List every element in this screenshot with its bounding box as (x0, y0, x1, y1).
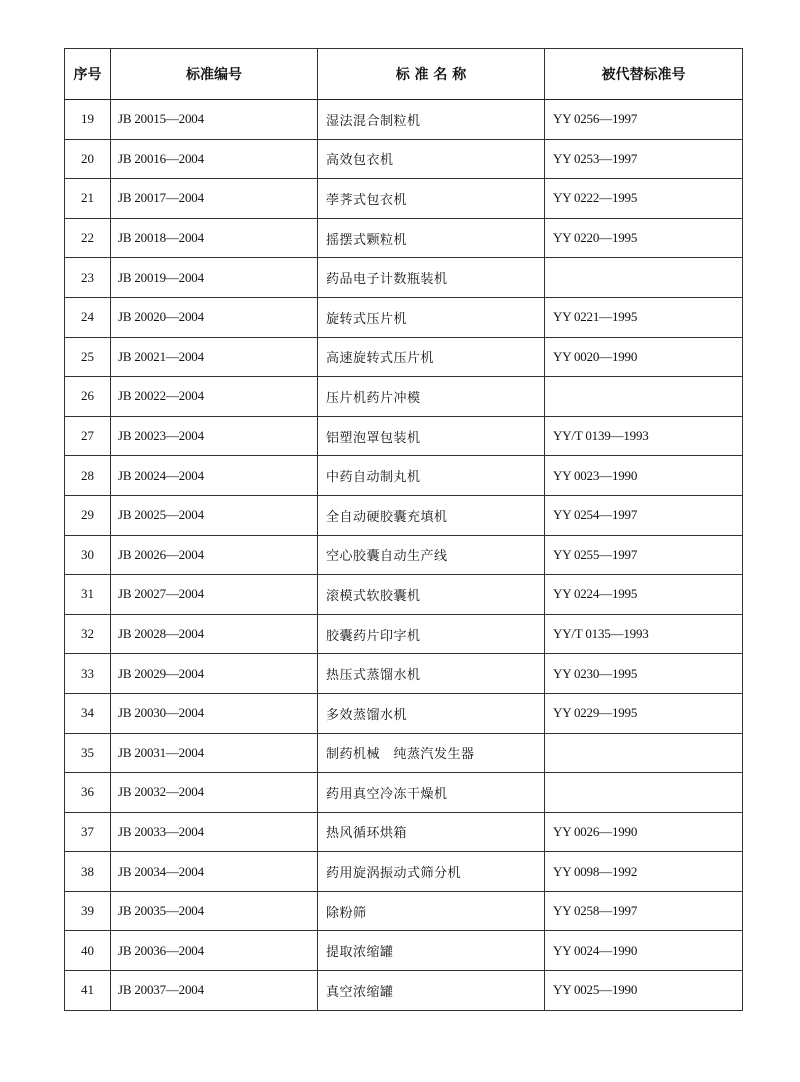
header-standard-name: 标 准 名 称 (318, 49, 545, 100)
row-standard-code-cell: JB 20022—2004 (111, 377, 318, 417)
row-seq-cell: 35 (65, 733, 111, 773)
table-row (65, 100, 743, 140)
row-standard-name-cell: 药品电子计数瓶装机 (318, 258, 545, 298)
row-standard-name-cell: 药用真空冷冻干燥机 (318, 773, 545, 813)
standards-table (64, 48, 743, 1011)
row-replaced-standard-cell: YY 0026—1990 (545, 812, 743, 852)
row-replaced-standard-cell: YY 0098—1992 (545, 852, 743, 892)
table-row (65, 733, 743, 773)
row-standard-name-cell: 压片机药片冲模 (318, 377, 545, 417)
table-row (65, 931, 743, 971)
row-replaced-standard-cell: YY 0255—1997 (545, 535, 743, 575)
row-seq-cell: 26 (65, 377, 111, 417)
table-row (65, 179, 743, 219)
row-replaced-standard-cell: YY/T 0135—1993 (545, 614, 743, 654)
row-replaced-standard-cell (545, 733, 743, 773)
row-replaced-standard-cell: YY 0256—1997 (545, 100, 743, 140)
row-standard-code-cell: JB 20031—2004 (111, 733, 318, 773)
row-seq-cell: 40 (65, 931, 111, 971)
table-row (65, 614, 743, 654)
table-row (65, 812, 743, 852)
row-replaced-standard-cell: YY 0020—1990 (545, 337, 743, 377)
table-row (65, 377, 743, 417)
row-seq-cell: 24 (65, 297, 111, 337)
row-standard-code-cell: JB 20015—2004 (111, 100, 318, 140)
row-seq-cell: 39 (65, 891, 111, 931)
row-standard-name-cell: 摇摆式颗粒机 (318, 218, 545, 258)
row-standard-name-cell: 全自动硬胶囊充填机 (318, 495, 545, 535)
row-seq-cell: 30 (65, 535, 111, 575)
row-seq-cell: 34 (65, 693, 111, 733)
table-header (65, 49, 743, 100)
row-replaced-standard-cell (545, 773, 743, 813)
row-standard-code-cell: JB 20034—2004 (111, 852, 318, 892)
table-body (65, 100, 743, 1011)
table-row (65, 258, 743, 298)
row-standard-code-cell: JB 20032—2004 (111, 773, 318, 813)
row-standard-name-cell: 铝塑泡罩包装机 (318, 416, 545, 456)
row-seq-cell: 37 (65, 812, 111, 852)
table-row (65, 416, 743, 456)
row-standard-name-cell: 药用旋涡振动式筛分机 (318, 852, 545, 892)
row-replaced-standard-cell: YY 0230—1995 (545, 654, 743, 694)
header-row (65, 49, 743, 100)
table-row (65, 495, 743, 535)
row-replaced-standard-cell: YY 0224—1995 (545, 575, 743, 615)
row-standard-code-cell: JB 20027—2004 (111, 575, 318, 615)
row-standard-name-cell: 提取浓缩罐 (318, 931, 545, 971)
row-standard-code-cell: JB 20029—2004 (111, 654, 318, 694)
table-row (65, 654, 743, 694)
row-standard-name-cell: 高效包衣机 (318, 139, 545, 179)
row-seq-cell: 41 (65, 971, 111, 1011)
table-row (65, 297, 743, 337)
row-replaced-standard-cell: YY 0024—1990 (545, 931, 743, 971)
row-standard-name-cell: 滚模式软胶囊机 (318, 575, 545, 615)
row-standard-name-cell: 制药机械 纯蒸汽发生器 (318, 733, 545, 773)
row-replaced-standard-cell: YY 0222—1995 (545, 179, 743, 219)
row-seq-cell: 20 (65, 139, 111, 179)
row-replaced-standard-cell: YY 0023—1990 (545, 456, 743, 496)
row-standard-name-cell: 真空浓缩罐 (318, 971, 545, 1011)
row-replaced-standard-cell (545, 377, 743, 417)
row-standard-code-cell: JB 20020—2004 (111, 297, 318, 337)
table-row (65, 337, 743, 377)
header-seq: 序号 (65, 49, 111, 100)
table-row (65, 218, 743, 258)
row-standard-name-cell: 荸荠式包衣机 (318, 179, 545, 219)
table-row (65, 773, 743, 813)
row-standard-code-cell: JB 20028—2004 (111, 614, 318, 654)
row-seq-cell: 33 (65, 654, 111, 694)
table-row (65, 575, 743, 615)
row-standard-name-cell: 空心胶囊自动生产线 (318, 535, 545, 575)
row-seq-cell: 22 (65, 218, 111, 258)
row-standard-code-cell: JB 20021—2004 (111, 337, 318, 377)
row-standard-name-cell: 旋转式压片机 (318, 297, 545, 337)
row-replaced-standard-cell: YY 0220—1995 (545, 218, 743, 258)
row-seq-cell: 36 (65, 773, 111, 813)
row-standard-code-cell: JB 20037—2004 (111, 971, 318, 1011)
row-standard-name-cell: 多效蒸馏水机 (318, 693, 545, 733)
row-replaced-standard-cell: YY 0258—1997 (545, 891, 743, 931)
row-standard-name-cell: 胶囊药片印字机 (318, 614, 545, 654)
row-standard-code-cell: JB 20025—2004 (111, 495, 318, 535)
row-standard-name-cell: 高速旋转式压片机 (318, 337, 545, 377)
row-standard-code-cell: JB 20017—2004 (111, 179, 318, 219)
row-standard-name-cell: 除粉筛 (318, 891, 545, 931)
row-standard-code-cell: JB 20016—2004 (111, 139, 318, 179)
row-replaced-standard-cell (545, 258, 743, 298)
row-standard-name-cell: 中药自动制丸机 (318, 456, 545, 496)
row-standard-code-cell: JB 20035—2004 (111, 891, 318, 931)
row-seq-cell: 23 (65, 258, 111, 298)
row-seq-cell: 32 (65, 614, 111, 654)
row-replaced-standard-cell: YY/T 0139—1993 (545, 416, 743, 456)
header-replaced-standard: 被代替标准号 (545, 49, 743, 100)
row-standard-code-cell: JB 20033—2004 (111, 812, 318, 852)
row-seq-cell: 38 (65, 852, 111, 892)
row-standard-code-cell: JB 20019—2004 (111, 258, 318, 298)
row-standard-code-cell: JB 20023—2004 (111, 416, 318, 456)
table-row (65, 693, 743, 733)
row-standard-code-cell: JB 20026—2004 (111, 535, 318, 575)
table-row (65, 971, 743, 1011)
row-seq-cell: 28 (65, 456, 111, 496)
row-replaced-standard-cell: YY 0253—1997 (545, 139, 743, 179)
row-replaced-standard-cell: YY 0229—1995 (545, 693, 743, 733)
row-standard-code-cell: JB 20024—2004 (111, 456, 318, 496)
row-replaced-standard-cell: YY 0254—1997 (545, 495, 743, 535)
row-replaced-standard-cell: YY 0221—1995 (545, 297, 743, 337)
row-standard-name-cell: 湿法混合制粒机 (318, 100, 545, 140)
row-seq-cell: 29 (65, 495, 111, 535)
table-row (65, 891, 743, 931)
row-seq-cell: 19 (65, 100, 111, 140)
row-seq-cell: 21 (65, 179, 111, 219)
row-standard-name-cell: 热风循环烘箱 (318, 812, 545, 852)
row-standard-name-cell: 热压式蒸馏水机 (318, 654, 545, 694)
table-row (65, 139, 743, 179)
row-seq-cell: 27 (65, 416, 111, 456)
row-standard-code-cell: JB 20018—2004 (111, 218, 318, 258)
table-row (65, 852, 743, 892)
row-seq-cell: 25 (65, 337, 111, 377)
row-replaced-standard-cell: YY 0025—1990 (545, 971, 743, 1011)
table-row (65, 535, 743, 575)
row-standard-code-cell: JB 20030—2004 (111, 693, 318, 733)
table-row (65, 456, 743, 496)
header-standard-code: 标准编号 (111, 49, 318, 100)
row-standard-code-cell: JB 20036—2004 (111, 931, 318, 971)
row-seq-cell: 31 (65, 575, 111, 615)
